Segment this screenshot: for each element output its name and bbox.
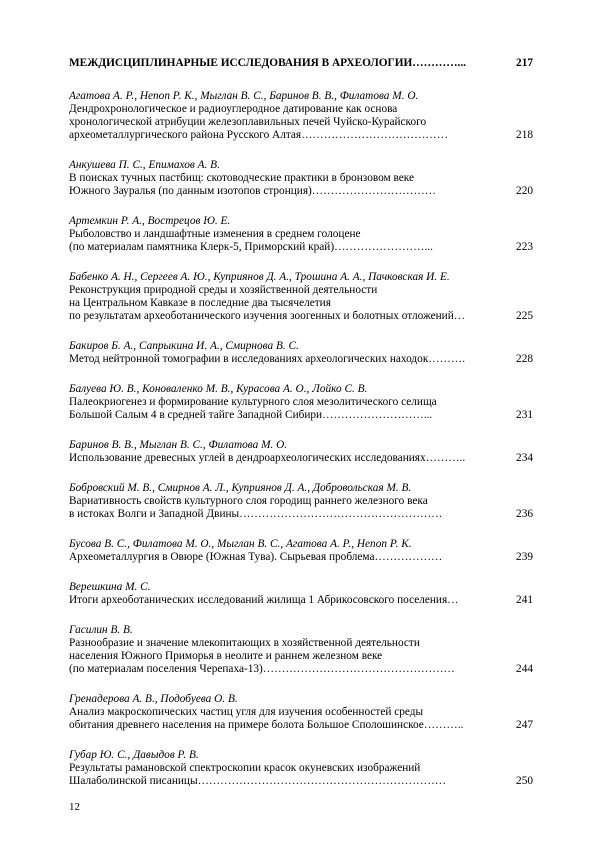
entry-title-last-line bbox=[69, 775, 533, 788]
toc-entries bbox=[69, 89, 533, 788]
entry-authors: Балуева Ю. В., Коноваленко М. В., Курасова А. О., Лойко С. В. bbox=[69, 383, 368, 395]
section-page-number: 217 bbox=[516, 57, 533, 69]
entry-title-last-line bbox=[69, 594, 533, 607]
entry-title-last-line bbox=[69, 241, 533, 254]
entry-title-line: Дендрохронологическое и радиоуглеродное датирование как основа bbox=[69, 103, 398, 115]
entry-title-last-line bbox=[69, 551, 533, 564]
entry-title-line: Результаты рамановской спектроскопии красок окуневских изображений bbox=[69, 762, 421, 774]
entry-authors: Бакиров Б. А., Сапрыкина И. А., Смирнова В. С. bbox=[69, 340, 299, 352]
entry-page-number: 247 bbox=[516, 719, 533, 731]
entry-authors: Гренадерова А. В., Подобуева О. В. bbox=[69, 693, 238, 705]
entry-title-text: Итоги археоботанических исследований жилища 1 Абрикосовского поселения… bbox=[69, 594, 459, 606]
entry-title-text: (по материалам памятника Клерк-5, Приморский край)……………………... bbox=[69, 241, 433, 253]
section-heading bbox=[69, 56, 533, 70]
entry-page-number: 228 bbox=[516, 353, 533, 365]
entry-title-line: Рыболовство и ландшафтные изменения в среднем голоцене bbox=[69, 228, 361, 240]
entry-title-text: археометаллургического района Русского Алтая………………………………… bbox=[69, 129, 448, 141]
entry-authors: Агатова А. Р., Непоп Р. К., Мыглан В. С., Баринов В. В., Филатова М. О. bbox=[69, 90, 419, 102]
entry-page-number: 244 bbox=[516, 663, 533, 675]
entry-title-last-line bbox=[69, 663, 533, 676]
footer-page-number: 12 bbox=[69, 801, 80, 813]
entry-authors: Гасилин В. В. bbox=[69, 624, 133, 636]
entry-title-text: обитания древнего населения на примере болота Большое Сполошинское……….. bbox=[69, 719, 464, 731]
entry-title-line: Вариативность свойств культурного слоя городищ раннего железного века bbox=[69, 495, 428, 507]
toc-entry bbox=[69, 623, 533, 676]
table-of-contents bbox=[69, 56, 533, 804]
entry-title-text: Шалаболинской писаницы………………………………………………………… bbox=[69, 775, 447, 787]
entry-authors: Баринов В. В., Мыглан В. С., Филатова М. О. bbox=[69, 439, 288, 451]
entry-title-last-line bbox=[69, 129, 533, 142]
entry-title-text: Большой Салым 4 в средней тайге Западной Сибири………………………... bbox=[69, 409, 433, 421]
entry-title-text: Метод нейтронной томографии в исследованиях археологических находок………. bbox=[69, 353, 466, 365]
toc-entry bbox=[69, 438, 533, 465]
entry-page-number: 218 bbox=[516, 129, 533, 141]
entry-title-text: в истоках Волги и Западной Двины……………………………………………… bbox=[69, 508, 443, 520]
entry-authors: Артемкин Р. А., Вострецов Ю. Е. bbox=[69, 215, 231, 227]
entry-title-line: Палеокриогенез и формирование культурного слоя мезолитического селища bbox=[69, 396, 437, 408]
toc-entry bbox=[69, 270, 533, 323]
entry-title-text: Южного Зауралья (по данным изотопов стронция)…………………………… bbox=[69, 185, 437, 197]
entry-authors: Губар Ю. С., Давыдов Р. В. bbox=[69, 749, 199, 761]
entry-authors: Бобровский М. В., Смирнов А. Л., Куприянов Д. А., Добровольская М. В. bbox=[69, 482, 412, 494]
entry-page-number: 239 bbox=[516, 551, 533, 563]
entry-page-number: 234 bbox=[516, 452, 533, 464]
toc-entry bbox=[69, 481, 533, 521]
toc-entry bbox=[69, 580, 533, 607]
entry-title-last-line bbox=[69, 409, 533, 422]
toc-entry bbox=[69, 537, 533, 564]
toc-entry bbox=[69, 214, 533, 254]
entry-title-line: населения Южного Приморья в неолите и раннем железном веке bbox=[69, 650, 383, 662]
entry-title-text: Использование древесных углей в дендроархеологических исследованиях……….. bbox=[69, 452, 466, 464]
toc-entry bbox=[69, 382, 533, 422]
entry-authors: Бусова В. С., Филатова М. О., Мыглан В. С., Агатова А. Р., Непоп Р. К. bbox=[69, 538, 412, 550]
entry-title-line: на Центральном Кавказе в последние два тысячелетия bbox=[69, 297, 331, 309]
entry-title-last-line bbox=[69, 185, 533, 198]
entry-title-text: (по материалам поселения Черепаха-13)…………………………………………… bbox=[69, 663, 455, 675]
entry-title-line: хронологической атрибуции железоплавильных печей Чуйско-Курайского bbox=[69, 116, 427, 128]
toc-entry bbox=[69, 692, 533, 732]
toc-entry bbox=[69, 748, 533, 788]
entry-title-text: Археометаллургия в Овюре (Южная Тува). Сырьевая проблема……………… bbox=[69, 551, 443, 563]
section-title: МЕЖДИСЦИПЛИНАРНЫЕ ИССЛЕДОВАНИЯ В АРХЕОЛОГИИ…………... bbox=[69, 57, 466, 69]
entry-page-number: 250 bbox=[516, 775, 533, 787]
entry-title-last-line bbox=[69, 452, 533, 465]
entry-title-line: Разнообразие и значение млекопитающих в хозяйственной деятельности bbox=[69, 637, 420, 649]
entry-title-last-line bbox=[69, 310, 533, 323]
entry-page-number: 225 bbox=[516, 310, 533, 322]
entry-page-number: 236 bbox=[516, 508, 533, 520]
entry-title-last-line bbox=[69, 353, 533, 366]
entry-page-number: 231 bbox=[516, 409, 533, 421]
entry-page-number: 220 bbox=[516, 185, 533, 197]
entry-page-number: 223 bbox=[516, 241, 533, 253]
entry-title-line: В поисках тучных пастбищ: скотоводческие практики в бронзовом веке bbox=[69, 172, 415, 184]
entry-page-number: 241 bbox=[516, 594, 533, 606]
entry-authors: Анкушева П. С., Епимахов А. В. bbox=[69, 159, 220, 171]
entry-title-line: Анализ макроскопических частиц угля для изучения особенностей среды bbox=[69, 706, 424, 718]
entry-authors: Верешкина М. С. bbox=[69, 581, 151, 593]
entry-title-line: Реконструкция природной среды и хозяйственной деятельности bbox=[69, 284, 378, 296]
entry-authors: Бабенко А. Н., Сергеев А. Ю., Куприянов Д. А., Трошина А. А., Пачковская И. Е. bbox=[69, 271, 450, 283]
entry-title-last-line bbox=[69, 719, 533, 732]
toc-entry bbox=[69, 158, 533, 198]
toc-entry bbox=[69, 339, 533, 366]
toc-entry bbox=[69, 89, 533, 142]
entry-title-text: по результатам археоботанического изучения зоогенных и болотных отложений… bbox=[69, 310, 466, 322]
entry-title-last-line bbox=[69, 508, 533, 521]
